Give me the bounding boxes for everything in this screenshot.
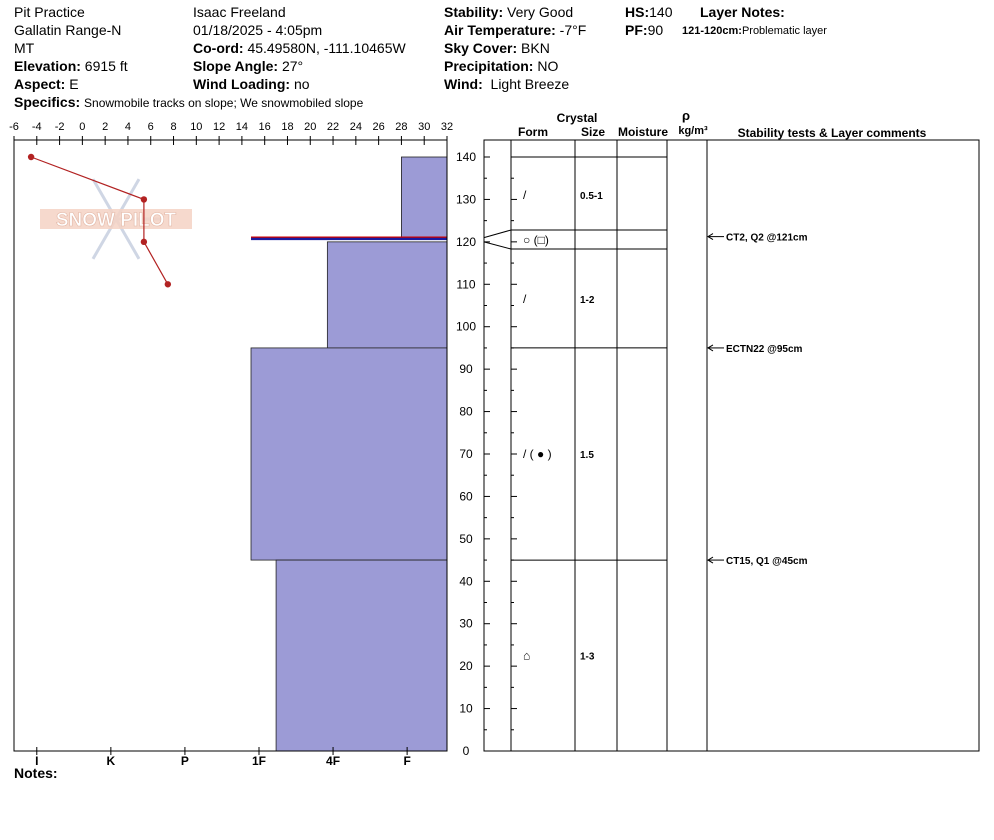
- grain-size-label: 1-3: [580, 651, 595, 663]
- weak-layer-connector: [484, 242, 511, 249]
- temperature-tick-label: 0: [79, 121, 86, 133]
- depth-tick-label: 90: [459, 362, 473, 377]
- grain-form-symbol: /: [523, 292, 527, 307]
- depth-tick-label: 40: [459, 574, 473, 589]
- precipitation: Precipitation: NO: [444, 58, 559, 74]
- stability-test-label: CT2, Q2 @121cm: [726, 232, 808, 244]
- weak-layer-connector: [484, 230, 511, 238]
- grain-size-label: 1-2: [580, 295, 595, 307]
- temperature-tick-label: 18: [281, 121, 294, 133]
- depth-tick-label: 140: [455, 150, 477, 164]
- grain-size-label: 1.5: [580, 450, 594, 461]
- grain-size-label: 0.5-1: [580, 191, 603, 203]
- temperature-tick-label: 14: [235, 121, 249, 133]
- depth-tick-label: 60: [459, 489, 473, 504]
- wind-loading: Wind Loading: no: [193, 76, 310, 92]
- hardness-tick-label: I: [35, 754, 39, 768]
- depth-tick-label: 30: [459, 616, 473, 631]
- sky-cover: Sky Cover: BKN: [444, 40, 550, 56]
- temperature-point: [141, 239, 147, 245]
- temperature-tick-label: -4: [31, 121, 42, 133]
- temperature-tick-label: 8: [170, 121, 177, 133]
- hardness-tick-label: P: [180, 754, 189, 768]
- temperature-tick-label: -2: [54, 121, 65, 133]
- observation-datetime: 01/18/2025 - 4:05pm: [193, 22, 323, 38]
- temperature-tick-label: 12: [212, 121, 226, 133]
- depth-tick-label: 80: [459, 404, 473, 419]
- hardness-tick-label: K: [106, 754, 116, 768]
- range-name: Gallatin Range-N: [14, 22, 122, 38]
- elevation: Elevation: 6915 ft: [14, 58, 128, 74]
- density-symbol-header: ρ: [681, 108, 691, 123]
- pit-foot-penetration: PF:90: [625, 22, 664, 38]
- notes-label: Notes:: [14, 765, 58, 781]
- density-unit-header: kg/m³: [678, 125, 708, 137]
- aspect: Aspect: E: [14, 76, 79, 92]
- hardness-layer-bar: [401, 157, 447, 238]
- temperature-tick-label: 4: [124, 121, 132, 133]
- crystal-header: Crystal: [556, 111, 598, 125]
- temperature-tick-label: 28: [395, 121, 408, 133]
- hardness-layer-bar: [251, 348, 447, 560]
- size-header: Size: [580, 125, 606, 139]
- temperature-tick-label: 16: [258, 121, 271, 133]
- hardness-layers: [251, 157, 447, 751]
- pit-name: Pit Practice: [14, 4, 85, 20]
- state-name: MT: [14, 40, 35, 56]
- depth-tick-label: 100: [455, 319, 477, 334]
- moisture-header: Moisture: [617, 125, 669, 139]
- temperature-tick-label: 10: [190, 121, 203, 133]
- observer-name: Isaac Freeland: [193, 4, 286, 20]
- depth-tick-label: 70: [459, 447, 473, 461]
- temperature-tick-label: 30: [418, 121, 431, 133]
- stability-test-label: CT15, Q1 @45cm: [726, 556, 808, 568]
- temperature-tick-label: -6: [9, 121, 19, 133]
- depth-tick-label: 130: [455, 192, 477, 207]
- temperature-tick-label: 2: [102, 121, 109, 133]
- form-header: Form: [518, 125, 548, 139]
- hardness-tick-label: 1F: [251, 754, 266, 768]
- hardness-tick-label: 4F: [326, 754, 341, 768]
- specifics: Specifics: Snowmobile tracks on slope; We snowmobiled slope: [14, 94, 364, 110]
- slope-angle: Slope Angle: 27°: [193, 58, 304, 74]
- layer-notes-label: Layer Notes:: [700, 4, 785, 20]
- temperature-tick-label: 20: [304, 121, 317, 133]
- depth-tick-label: 120: [455, 234, 477, 249]
- depth-tick-label: 110: [456, 277, 476, 292]
- temperature-tick-label: 24: [349, 121, 362, 133]
- wind: Wind: Light Breeze: [444, 76, 570, 92]
- grain-form-symbol: ⌂: [523, 648, 531, 663]
- temperature-point: [165, 281, 171, 287]
- depth-tick-label: 50: [459, 531, 473, 546]
- snow-height: HS:140: [625, 4, 673, 20]
- temperature-tick-label: 22: [326, 121, 340, 133]
- temperature-point: [141, 196, 147, 202]
- watermark-text: SNOW PILOT: [55, 210, 177, 231]
- crystal-table: [484, 108, 979, 751]
- hardness-tick-label: F: [403, 754, 411, 768]
- depth-tick-label: 20: [459, 659, 473, 674]
- hardness-layer-bar: [276, 560, 447, 751]
- temperature-point: [28, 154, 34, 160]
- temperature-tick-label: 32: [440, 121, 454, 133]
- layer-note: 121-120cm:Problematic layer: [682, 25, 827, 37]
- depth-tick-label: 10: [459, 701, 473, 716]
- grain-form-symbol: ○ (□): [523, 233, 549, 247]
- coordinates: Co-ord: 45.49580N, -111.10465W: [193, 40, 406, 56]
- snowpilot-watermark: [40, 179, 192, 259]
- grain-form-symbol: /: [523, 188, 527, 203]
- temperature-tick-label: 6: [147, 121, 154, 133]
- stability-test-label: ECTN22 @95cm: [726, 343, 803, 355]
- air-temperature: Air Temperature: -7°F: [444, 22, 587, 38]
- stability: Stability: Very Good: [444, 4, 574, 20]
- stability-header: Stability tests & Layer comments: [737, 126, 927, 140]
- temperature-tick-label: 26: [372, 121, 385, 133]
- depth-tick-label: 0: [462, 744, 470, 758]
- hardness-layer-bar: [327, 242, 447, 348]
- grain-form-symbol: / ( ● ): [523, 447, 552, 461]
